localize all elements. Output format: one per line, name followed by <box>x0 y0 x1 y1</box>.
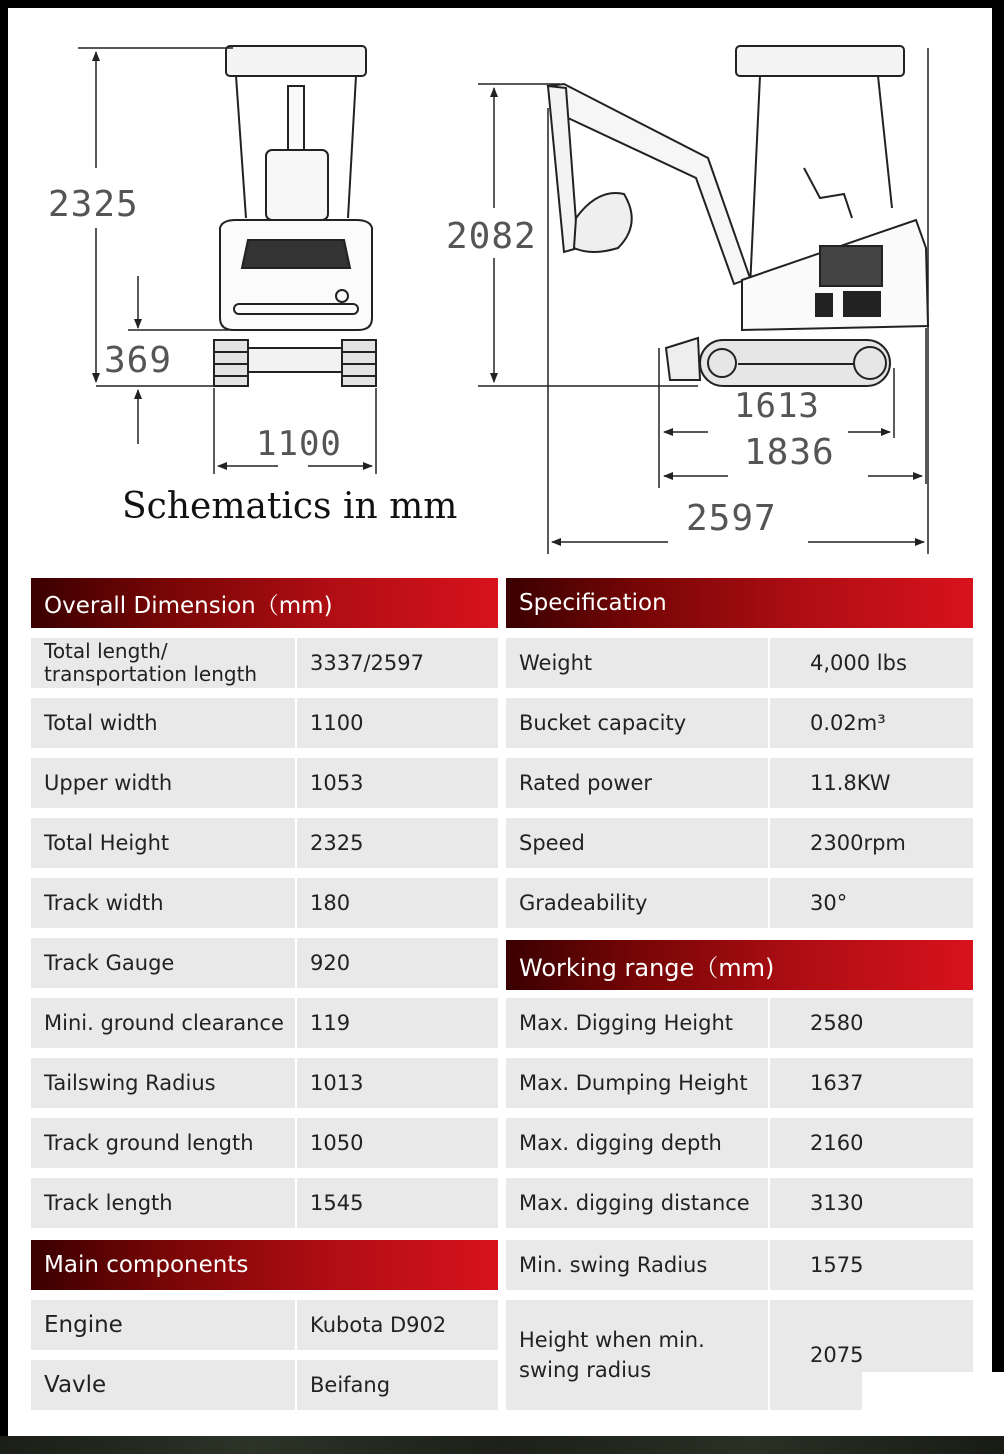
overall-row-value: 1050 <box>297 1118 498 1168</box>
overall-row-value: 920 <box>297 938 498 988</box>
front-height-label: 2325 <box>48 184 139 225</box>
overall-row-label: Upper width <box>31 758 295 808</box>
working-row-value: 1637 <box>770 1058 973 1108</box>
component-row-label: Vavle <box>31 1360 295 1410</box>
working-row-label: Height when min. swing radius <box>506 1300 768 1410</box>
excavator-drawings <box>8 8 992 568</box>
spec-row-label: Gradeability <box>506 878 768 928</box>
front-width-label: 1100 <box>256 424 342 464</box>
overall-row-value: 1053 <box>297 758 498 808</box>
working-row-value: 3130 <box>770 1178 973 1228</box>
overall-row-label: Tailswing Radius <box>31 1058 295 1108</box>
working-row-label: Max. Digging Height <box>506 998 768 1048</box>
overall-row-value: 3337/2597 <box>297 638 498 688</box>
working-row-value: 1575 <box>770 1240 973 1290</box>
overall-row-value: 119 <box>297 998 498 1048</box>
main-components-header: Main components <box>31 1240 498 1290</box>
bottom-edge-strip <box>0 1436 1004 1454</box>
spec-row-label: Weight <box>506 638 768 688</box>
specification-header: Specification <box>506 578 973 628</box>
overall-row-label: Track Gauge <box>31 938 295 988</box>
overall-row-value: 1545 <box>297 1178 498 1228</box>
side-height-label: 2082 <box>446 216 537 257</box>
spec-row-label: Speed <box>506 818 768 868</box>
working-row-label: Max. digging distance <box>506 1178 768 1228</box>
overall-row-label: Track ground length <box>31 1118 295 1168</box>
working-row-label: Max. Dumping Height <box>506 1058 768 1108</box>
overall-row-label: Total width <box>31 698 295 748</box>
component-row-label: Engine <box>31 1300 295 1350</box>
overall-dimension-header: Overall Dimension（mm) <box>31 578 498 628</box>
spec-row-value: 11.8KW <box>770 758 973 808</box>
schematics-caption: Schematics in mm <box>122 486 458 527</box>
corner-overlay <box>862 1372 1004 1436</box>
working-row-value: 2580 <box>770 998 973 1048</box>
spec-sheet <box>8 8 992 1436</box>
overall-row-value: 180 <box>297 878 498 928</box>
overall-row-label: Track length <box>31 1178 295 1228</box>
spec-row-value: 2300rpm <box>770 818 973 868</box>
component-row-value: Beifang <box>297 1360 498 1410</box>
overall-row-value: 1100 <box>297 698 498 748</box>
working-row-label: Min. swing Radius <box>506 1240 768 1290</box>
overall-row-value: 1013 <box>297 1058 498 1108</box>
working-range-header: Working range（mm) <box>506 940 973 990</box>
component-row-value: Kubota D902 <box>297 1300 498 1350</box>
side-view-drawing <box>548 46 928 386</box>
working-row-label: Max. digging depth <box>506 1118 768 1168</box>
side-track-length-label: 1836 <box>744 432 835 473</box>
spec-row-label: Rated power <box>506 758 768 808</box>
overall-row-label: Total length/ transportation length <box>31 638 295 688</box>
working-row-value: 2075 <box>770 1300 973 1410</box>
spec-row-value: 0.02m³ <box>770 698 973 748</box>
spec-row-label: Bucket capacity <box>506 698 768 748</box>
overall-row-value: 2325 <box>297 818 498 868</box>
front-view-drawing <box>214 46 376 386</box>
side-total-length-label: 2597 <box>686 498 777 539</box>
overall-row-label: Mini. ground clearance <box>31 998 295 1048</box>
overall-row-label: Total Height <box>31 818 295 868</box>
overall-row-label: Track width <box>31 878 295 928</box>
working-row-value: 2160 <box>770 1118 973 1168</box>
spec-row-value: 4,000 lbs <box>770 638 973 688</box>
schematics-area <box>8 8 992 568</box>
spec-row-value: 30° <box>770 878 973 928</box>
side-ground-length-label: 1613 <box>734 386 820 426</box>
front-clearance-label: 369 <box>104 340 173 381</box>
